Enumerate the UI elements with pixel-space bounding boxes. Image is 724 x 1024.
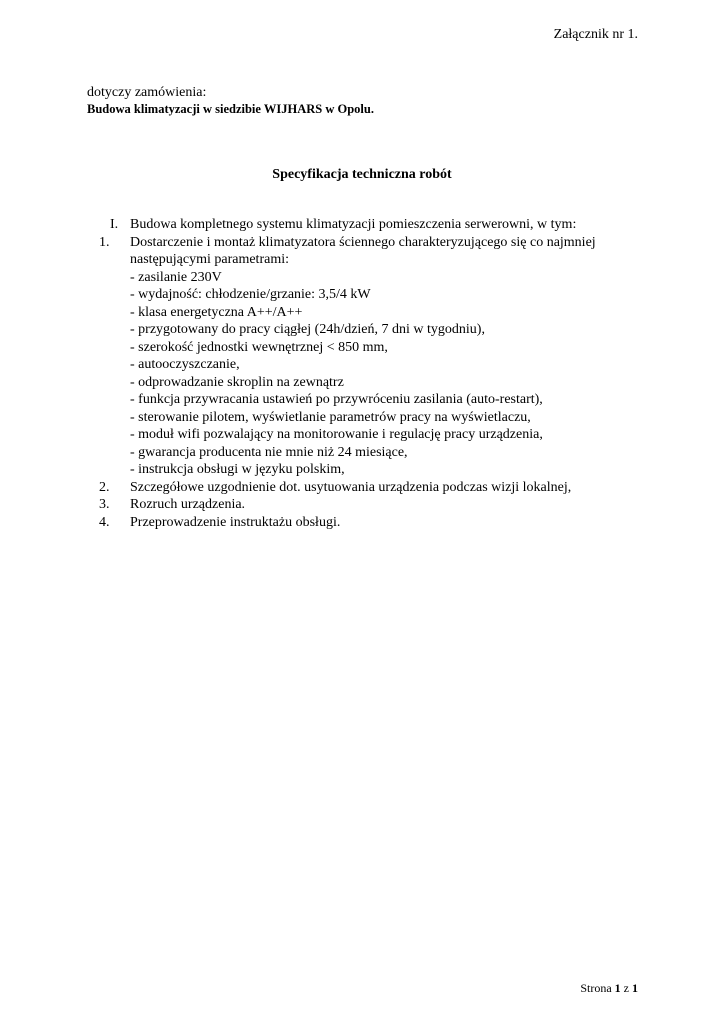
list-marker: I. [110,217,119,232]
specification-title: Specyfikacja techniczna robót [272,167,452,182]
parameter-item: - szerokość jednostki wewnętrznej < 850 mm, [130,339,388,355]
attachment-number: Załącznik nr 1. [553,27,638,42]
list-marker: 1. [99,234,110,250]
parameter-item: - gwarancja producenta nie mnie niż 24 miesiące, [130,444,408,460]
current-page-number: 1 [614,981,621,995]
parameter-item: - autooczyszczanie, [130,357,240,372]
order-title: Budowa klimatyzacji w siedzibie WIJHARS w Opolu. [87,102,374,116]
parameter-item: - funkcja przywracania ustawień po przywróceniu zasilania (auto-restart), [130,392,543,407]
list-marker: 4. [99,514,110,530]
specification-list [99,216,659,531]
list-item-text: Przeprowadzenie instruktażu obsługi. [130,514,341,530]
parameter-item: - instrukcja obsługi w języku polskim, [130,462,345,477]
list-item [99,216,659,234]
parameter-item: - zasilanie 230V [130,269,222,285]
list-marker: 3. [99,497,110,512]
list-item-text: Dostarczenie i montaż klimatyzatora ściennego charakteryzującego się co najmniej następującymi parametrami: [130,234,596,267]
page-separator: z [623,981,629,995]
parameter-item: - sterowanie pilotem, wyświetlanie parametrów pracy na wyświetlaczu, [130,409,531,425]
total-page-count: 1 [632,981,638,995]
list-item-text: Szczegółowe uzgodnienie dot. usytuowania urządzenia podczas wizji lokalnej, [130,479,572,495]
list-item [99,496,659,514]
parameter-item: - przygotowany do pracy ciągłej (24h/dzień, 7 dni w tygodniu), [130,322,485,337]
list-item-text: Budowa kompletnego systemu klimatyzacji pomieszczenia serwerowni, w tym: [130,217,577,232]
order-reference-label: dotyczy zamówienia: [87,85,207,100]
parameter-item: - wydajność: chłodzenie/grzanie: 3,5/4 kW [130,287,371,302]
list-marker: 2. [99,479,110,495]
list-item [99,514,659,532]
list-item [99,234,659,479]
parameter-item: - klasa energetyczna A++/A++ [130,304,303,320]
page-label: Strona [580,981,612,995]
list-item-content [130,234,659,479]
list-item [99,479,659,497]
order-reference [87,85,374,117]
parameter-item: - odprowadzanie skroplin na zewnątrz [130,374,344,390]
page-number-footer [580,981,638,996]
parameter-item: - moduł wifi pozwalający na monitorowanie i regulację pracy urządzenia, [130,427,543,442]
list-item-text: Rozruch urządzenia. [130,497,246,512]
